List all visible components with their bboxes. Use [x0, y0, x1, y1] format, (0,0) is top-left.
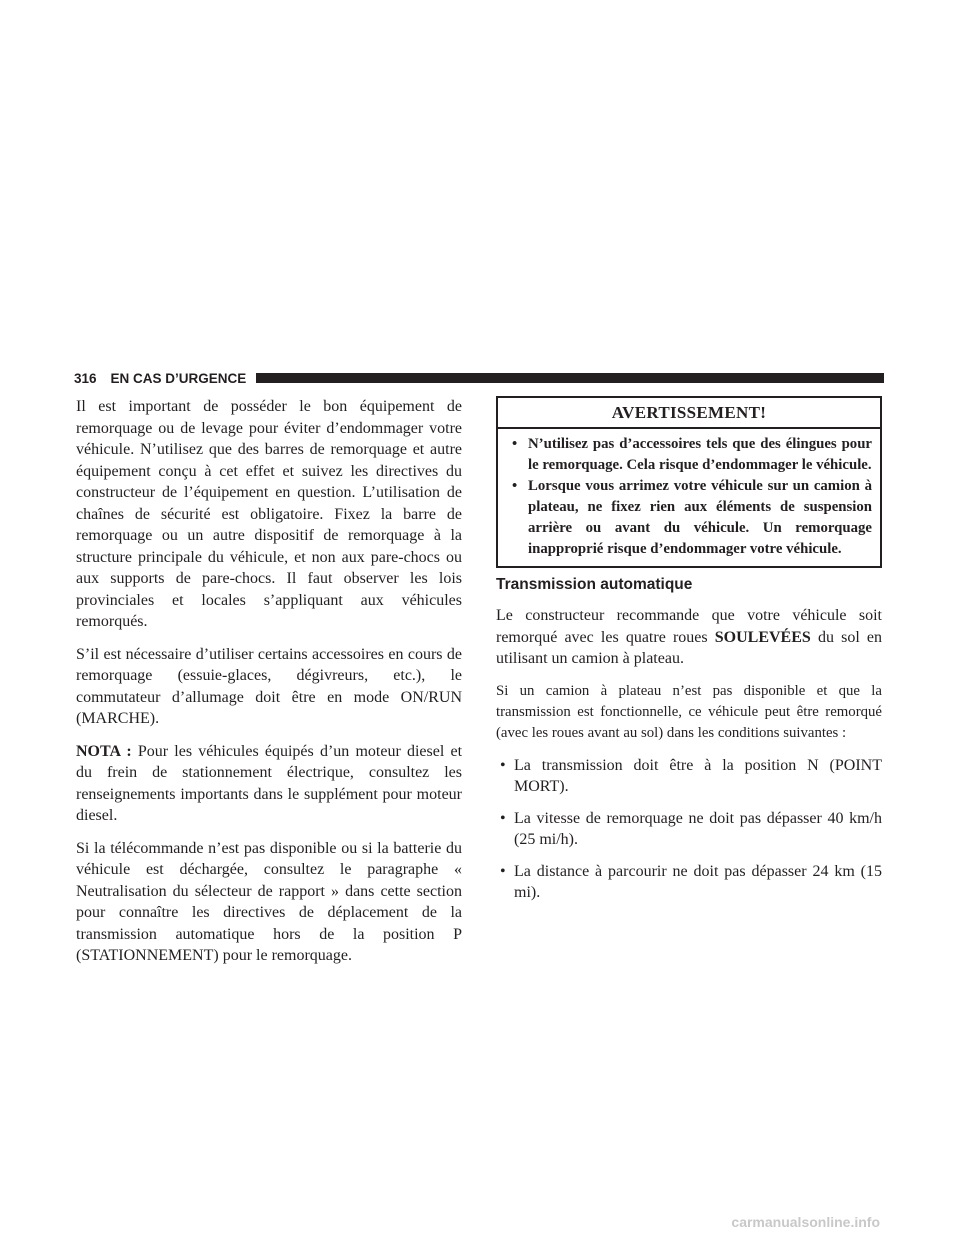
recommendation-emphasis: SOULEVÉES — [714, 628, 811, 646]
warning-body — [498, 429, 880, 566]
bullet-icon: • — [500, 862, 506, 880]
list-item — [496, 861, 882, 904]
warning-item-text: Lorsque vous arrimez votre véhicule sur un camion à plateau, ne fixez rien aux éléments de suspension arrière ou avant du véhicule. Un remorquage inapproprié risque d’endommager votre véhicule. — [528, 477, 872, 557]
right-column — [496, 396, 882, 914]
list-item-text: La distance à parcourir ne doit pas dépasser 24 km (15 mi). — [514, 862, 882, 901]
bullet-icon: • — [512, 477, 518, 494]
paragraph-recommendation — [496, 605, 882, 670]
recommendation-text-start: Le constructeur recommande que votre véhicule soit remorqué avec les quatre roues — [496, 607, 882, 646]
list-item — [496, 755, 882, 798]
warning-item-text: N’utilisez pas d’accessoires tels que des élingues pour le remorquage. Cela risque d’endommager le véhicule. — [528, 435, 872, 473]
bullet-icon: • — [500, 756, 506, 774]
watermark: carmanualsonline.info — [731, 1214, 880, 1230]
recommendation-text-end: du sol en utilisant un camion à plateau. — [496, 628, 883, 667]
warning-item — [510, 476, 872, 560]
header-rule — [256, 373, 884, 383]
list-item — [496, 808, 882, 851]
warning-title: AVERTISSEMENT! — [498, 398, 880, 429]
bullet-icon: • — [500, 809, 506, 827]
note-label: NOTA : — [76, 742, 132, 760]
page-header — [74, 370, 884, 386]
left-column — [76, 396, 462, 978]
note-paragraph — [76, 741, 462, 827]
paragraph-towing-equipment: Il est important de posséder le bon équipement de remorquage ou de levage pour éviter d’endommager votre véhicule. N’utilisez que des barres de remorquage et autre équipement conçu à cet effet et suivez les directives du constructeur de l’équipement en question. L’utilisation de chaînes de sécurité est obligatoire. Fixez la barre de remorquage ou un autre dispositif de remorquage à la structure principale du véhicule, et non aux pare-chocs ou aux supports de pare-chocs. Il faut observer les lois provinciales et locales s’appliquant aux véhicules remorqués. — [76, 398, 462, 630]
paragraph-accessories: S’il est nécessaire d’utiliser certains accessoires en cours de remorquage (essuie-glaces, dégivreurs, etc.), le commutateur d’allumage doit être en mode ON/RUN (MARCHE). — [76, 645, 462, 727]
warning-item — [510, 434, 872, 476]
paragraph-conditions: Si un camion à plateau n’est pas disponible et que la transmission est fonctionnelle, ce véhicule peut être remorqué (avec les roues avant au sol) dans les conditions suivantes : — [496, 682, 882, 741]
conditions-list — [496, 755, 882, 904]
note-text: Pour les véhicules équipés d’un moteur diesel et du frein de stationnement électrique, consultez les renseignements importants dans le supplément pour moteur diesel. — [76, 742, 463, 824]
page-number: 316 — [74, 370, 97, 386]
warning-box — [496, 396, 882, 568]
bullet-icon: • — [512, 435, 518, 452]
list-item-text: La vitesse de remorquage ne doit pas dépasser 40 km/h (25 mi/h). — [514, 809, 882, 848]
list-item-text: La transmission doit être à la position N (POINT MORT). — [514, 756, 882, 795]
section-title: EN CAS D’URGENCE — [110, 370, 247, 386]
section-heading: Transmission automatique — [496, 575, 693, 593]
paragraph-remote: Si la télécommande n’est pas disponible ou si la batterie du véhicule est déchargée, consultez le paragraphe « Neutralisation du sélecteur de rapport » dans cette section pour connaître les directives de déplacement de la transmission automatique hors de la position P (STATIONNEMENT) pour le remorquage. — [76, 839, 462, 964]
